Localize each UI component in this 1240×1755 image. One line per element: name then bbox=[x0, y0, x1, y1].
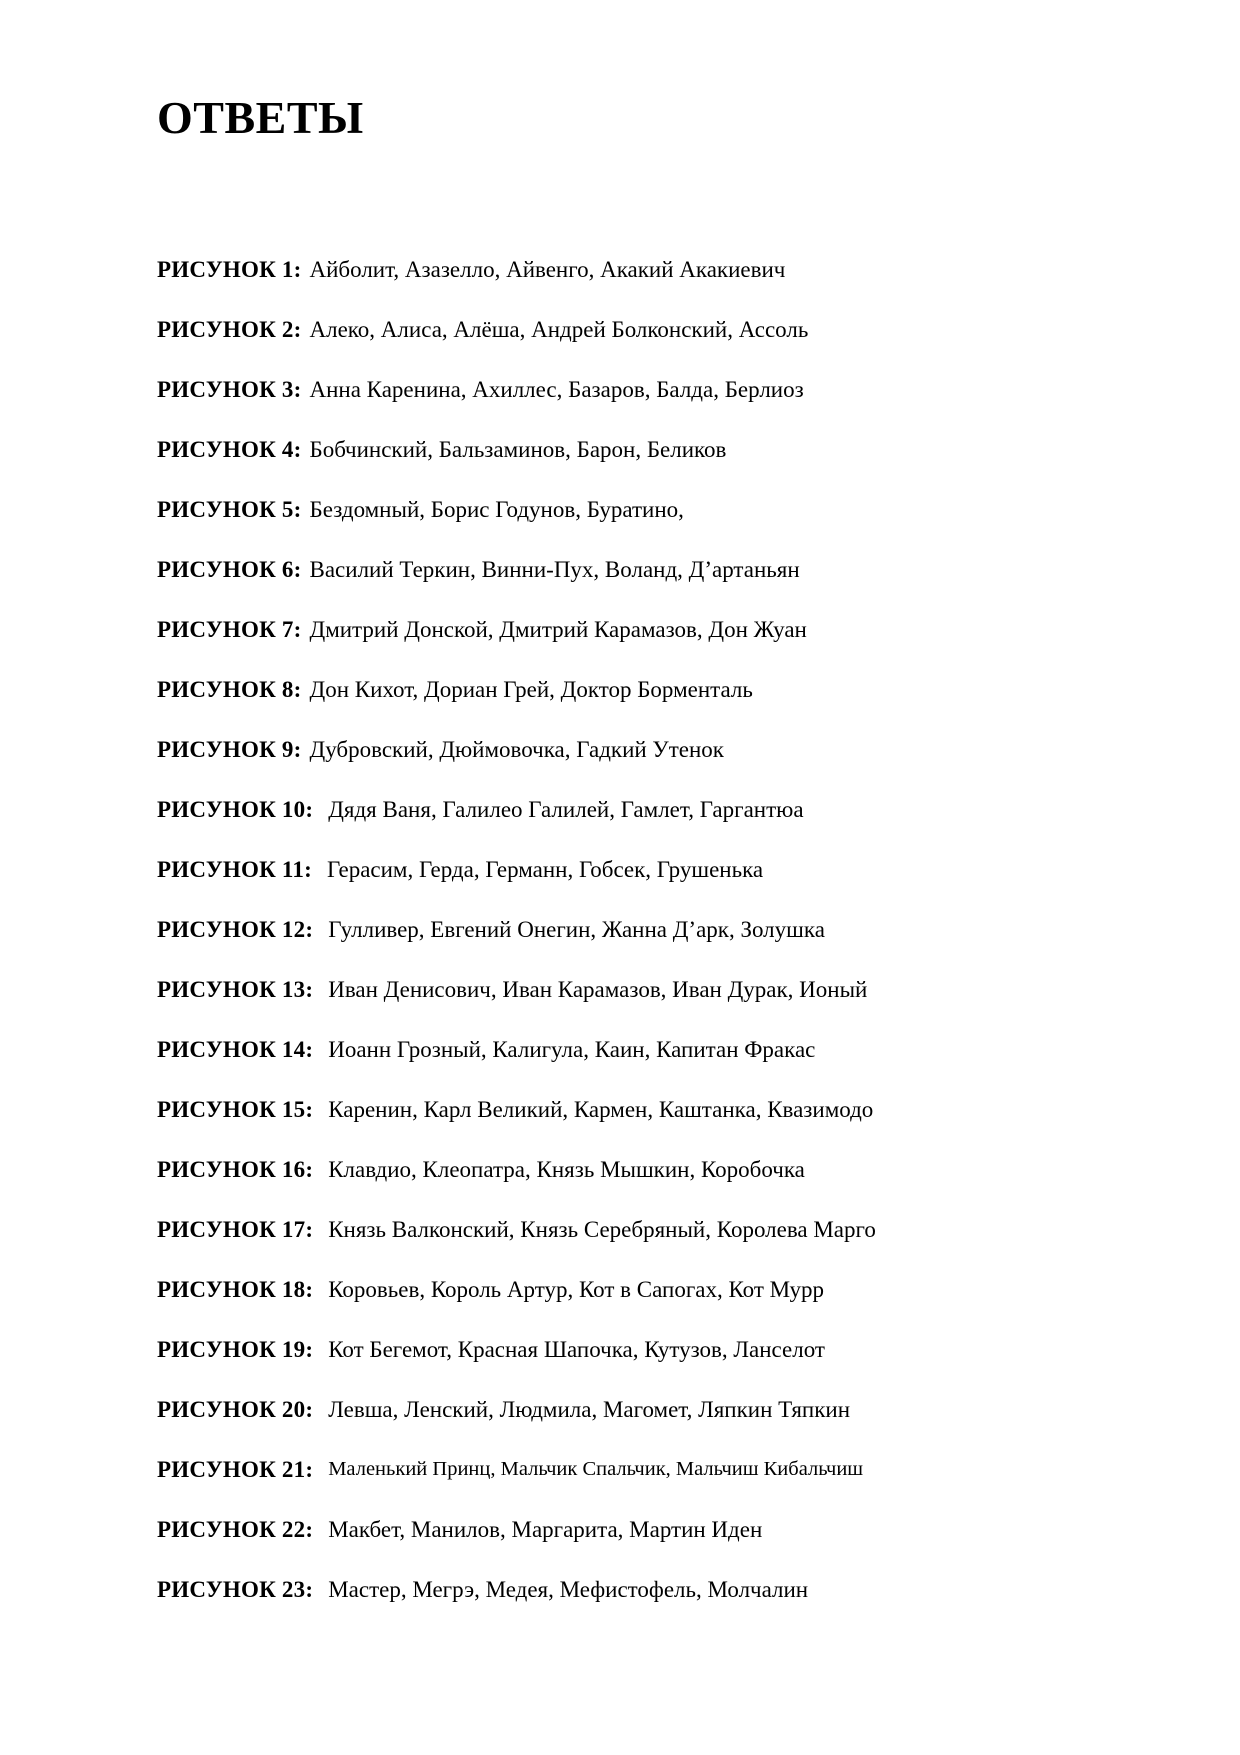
answer-row-5 bbox=[157, 480, 1170, 540]
answer-text: Бобчинский, Бальзаминов, Барон, Беликов bbox=[309, 436, 727, 462]
answer-text: Кот Бегемот, Красная Шапочка, Кутузов, Ланселот bbox=[328, 1336, 825, 1362]
answer-row-4 bbox=[157, 420, 1170, 480]
answer-label: РИСУНОК 1: bbox=[157, 256, 302, 282]
answer-text: Дмитрий Донской, Дмитрий Карамазов, Дон Жуан bbox=[309, 616, 807, 642]
page-title: ОТВЕТЫ bbox=[157, 92, 364, 143]
answer-text: Бездомный, Борис Годунов, Буратино, bbox=[309, 496, 684, 522]
answer-text: Дон Кихот, Дориан Грей, Доктор Борменталь bbox=[309, 676, 753, 702]
answer-label: РИСУНОК 4: bbox=[157, 436, 302, 462]
answer-row-12 bbox=[157, 900, 1170, 960]
answer-label: РИСУНОК 12: bbox=[157, 916, 314, 942]
answer-row-10 bbox=[157, 780, 1170, 840]
answer-text: Князь Валконский, Князь Серебряный, Королева Марго bbox=[328, 1216, 876, 1242]
answer-text: Василий Теркин, Винни-Пух, Воланд, Д’артаньян bbox=[309, 556, 800, 582]
answer-text: Иоанн Грозный, Калигула, Каин, Капитан Фракас bbox=[328, 1036, 816, 1062]
answer-label: РИСУНОК 17: bbox=[157, 1216, 314, 1242]
answer-row-3 bbox=[157, 360, 1170, 420]
answer-text: Иван Денисович, Иван Карамазов, Иван Дурак, Ионый bbox=[328, 976, 868, 1002]
answer-text: Коровьев, Король Артур, Кот в Сапогах, Кот Мурр bbox=[328, 1276, 825, 1302]
answer-label: РИСУНОК 22: bbox=[157, 1516, 314, 1542]
answer-row-20 bbox=[157, 1380, 1170, 1440]
answer-label: РИСУНОК 10: bbox=[157, 796, 314, 822]
answer-row-18 bbox=[157, 1260, 1170, 1320]
answer-text: Герасим, Герда, Германн, Гобсек, Грушенька bbox=[326, 856, 764, 882]
answer-row-2 bbox=[157, 300, 1170, 360]
answer-label: РИСУНОК 23: bbox=[157, 1576, 314, 1602]
answer-row-17 bbox=[157, 1200, 1170, 1260]
answer-label: РИСУНОК 16: bbox=[157, 1156, 314, 1182]
answer-text: Гулливер, Евгений Онегин, Жанна Д’арк, Золушка bbox=[328, 916, 825, 942]
answer-text: Маленький Принц, Мальчик Спальчик, Мальчиш Кибальчиш bbox=[328, 1458, 864, 1481]
answer-text: Алеко, Алиса, Алёша, Андрей Болконский, Ассоль bbox=[309, 316, 809, 342]
answer-row-19 bbox=[157, 1320, 1170, 1380]
answer-label: РИСУНОК 11: bbox=[157, 856, 312, 882]
answer-label: РИСУНОК 21: bbox=[157, 1456, 314, 1482]
answer-row-8 bbox=[157, 660, 1170, 720]
answer-row-6 bbox=[157, 540, 1170, 600]
answer-label: РИСУНОК 9: bbox=[157, 736, 302, 762]
answer-label: РИСУНОК 3: bbox=[157, 376, 302, 402]
answer-row-14 bbox=[157, 1020, 1170, 1080]
answer-text: Левша, Ленский, Людмила, Магомет, Ляпкин Тяпкин bbox=[328, 1396, 851, 1422]
answer-label: РИСУНОК 18: bbox=[157, 1276, 314, 1302]
answer-text: Дубровский, Дюймовочка, Гадкий Утенок bbox=[309, 736, 724, 762]
answer-label: РИСУНОК 14: bbox=[157, 1036, 314, 1062]
answer-row-1 bbox=[157, 240, 1170, 300]
answers-list bbox=[157, 240, 1170, 1620]
answer-label: РИСУНОК 20: bbox=[157, 1396, 314, 1422]
answer-text: Анна Каренина, Ахиллес, Базаров, Балда, Берлиоз bbox=[309, 376, 804, 402]
answer-row-16 bbox=[157, 1140, 1170, 1200]
answer-label: РИСУНОК 19: bbox=[157, 1336, 314, 1362]
answer-text: Каренин, Карл Великий, Кармен, Каштанка, Квазимодо bbox=[328, 1096, 874, 1122]
answer-row-11 bbox=[157, 840, 1170, 900]
answer-row-21 bbox=[157, 1440, 1170, 1500]
answer-row-7 bbox=[157, 600, 1170, 660]
answer-label: РИСУНОК 8: bbox=[157, 676, 302, 702]
answer-label: РИСУНОК 7: bbox=[157, 616, 302, 642]
answer-text: Макбет, Манилов, Маргарита, Мартин Иден bbox=[328, 1516, 763, 1542]
answer-text: Айболит, Азазелло, Айвенго, Акакий Акакиевич bbox=[309, 256, 786, 282]
answer-text: Мастер, Мегрэ, Медея, Мефистофель, Молчалин bbox=[328, 1576, 809, 1602]
answer-text: Клавдио, Клеопатра, Князь Мышкин, Коробочка bbox=[328, 1156, 805, 1182]
answer-label: РИСУНОК 15: bbox=[157, 1096, 314, 1122]
answer-row-22 bbox=[157, 1500, 1170, 1560]
answer-row-15 bbox=[157, 1080, 1170, 1140]
answer-row-13 bbox=[157, 960, 1170, 1020]
answer-row-9 bbox=[157, 720, 1170, 780]
answer-text: Дядя Ваня, Галилео Галилей, Гамлет, Гаргантюа bbox=[328, 796, 804, 822]
answer-label: РИСУНОК 6: bbox=[157, 556, 302, 582]
answer-label: РИСУНОК 5: bbox=[157, 496, 302, 522]
answer-row-23 bbox=[157, 1560, 1170, 1620]
answer-label: РИСУНОК 2: bbox=[157, 316, 302, 342]
answer-label: РИСУНОК 13: bbox=[157, 976, 314, 1002]
